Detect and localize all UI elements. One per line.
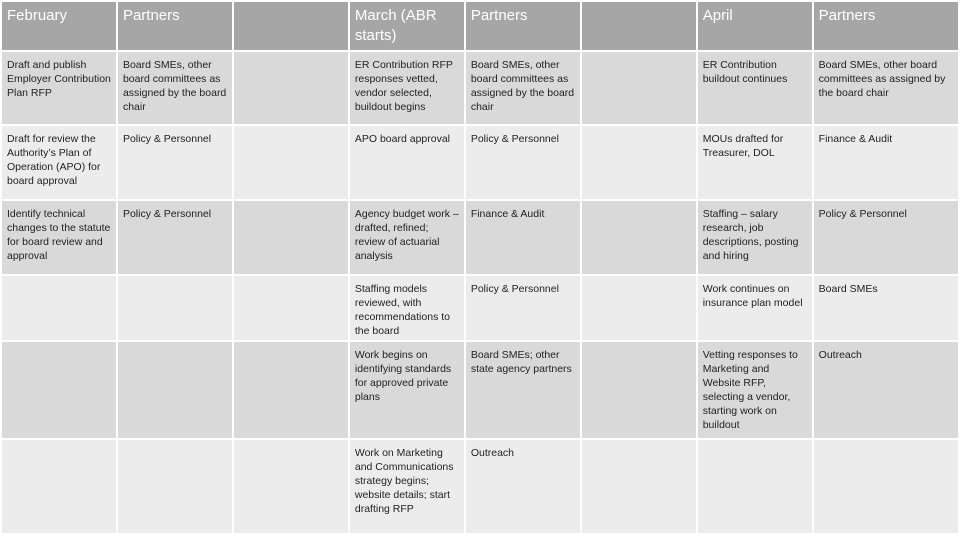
table-cell: Board SMEs, other board committees as assigned by the board chair	[814, 52, 958, 124]
table-cell	[234, 52, 348, 124]
table-cell: Policy & Personnel	[118, 201, 232, 274]
table-row	[2, 201, 958, 274]
table-cell: Work begins on identifying standards for approved private plans	[350, 342, 464, 438]
table-cell: Work on Marketing and Communications strategy begins; website details; start drafting RFP	[350, 440, 464, 533]
table-cell	[234, 201, 348, 274]
table-row	[2, 52, 958, 124]
table-row	[2, 342, 958, 438]
table-cell	[2, 440, 116, 533]
table-cell: ER Contribution buildout continues	[698, 52, 812, 124]
header-partners-march: Partners	[466, 2, 580, 50]
table-cell: APO board approval	[350, 126, 464, 199]
table-cell: Draft for review the Authority’s Plan of Operation (APO) for board approval	[2, 126, 116, 199]
table-cell	[2, 342, 116, 438]
header-partners-february: Partners	[118, 2, 232, 50]
table-cell: Policy & Personnel	[466, 276, 580, 340]
header-partners-april: Partners	[814, 2, 958, 50]
header-april: April	[698, 2, 812, 50]
table-cell: Agency budget work – drafted, refined; review of actuarial analysis	[350, 201, 464, 274]
table-cell: ER Contribution RFP responses vetted, vendor selected, buildout begins	[350, 52, 464, 124]
table-cell: MOUs drafted for Treasurer, DOL	[698, 126, 812, 199]
table-cell	[698, 440, 812, 533]
table-cell	[814, 440, 958, 533]
table-cell	[118, 276, 232, 340]
table-cell	[2, 276, 116, 340]
header-march: March (ABR starts)	[350, 2, 464, 50]
table-cell: Policy & Personnel	[466, 126, 580, 199]
table-cell	[118, 440, 232, 533]
table-cell: Draft and publish Employer Contribution Plan RFP	[2, 52, 116, 124]
table-cell	[582, 440, 696, 533]
table-cell	[582, 276, 696, 340]
table-row	[2, 126, 958, 199]
table-cell: Board SMEs, other board committees as assigned by the board chair	[118, 52, 232, 124]
table-row	[2, 440, 958, 533]
table-cell	[582, 342, 696, 438]
table-cell	[582, 201, 696, 274]
table-cell: Vetting responses to Marketing and Website RFP, selecting a vendor, starting work on buildout	[698, 342, 812, 438]
table-row	[2, 276, 958, 340]
header-spacer-1	[234, 2, 348, 50]
table-cell: Board SMEs	[814, 276, 958, 340]
header-february: February	[2, 2, 116, 50]
table-cell: Work continues on insurance plan model	[698, 276, 812, 340]
table-cell	[234, 342, 348, 438]
table-cell: Policy & Personnel	[118, 126, 232, 199]
table-cell	[582, 126, 696, 199]
header-spacer-2	[582, 2, 696, 50]
table-cell: Staffing – salary research, job descriptions, posting and hiring	[698, 201, 812, 274]
table-cell	[234, 440, 348, 533]
table-cell: Staffing models reviewed, with recommendations to the board	[350, 276, 464, 340]
table-cell: Finance & Audit	[814, 126, 958, 199]
table-cell: Board SMEs; other state agency partners	[466, 342, 580, 438]
header-row	[2, 2, 958, 50]
table-cell	[582, 52, 696, 124]
table-cell	[234, 126, 348, 199]
table-cell: Policy & Personnel	[814, 201, 958, 274]
table-cell: Board SMEs, other board committees as assigned by the board chair	[466, 52, 580, 124]
table-cell: Outreach	[466, 440, 580, 533]
table-cell: Finance & Audit	[466, 201, 580, 274]
table-cell	[234, 276, 348, 340]
table-cell	[118, 342, 232, 438]
table-cell: Identify technical changes to the statute for board review and approval	[2, 201, 116, 274]
table-cell: Outreach	[814, 342, 958, 438]
